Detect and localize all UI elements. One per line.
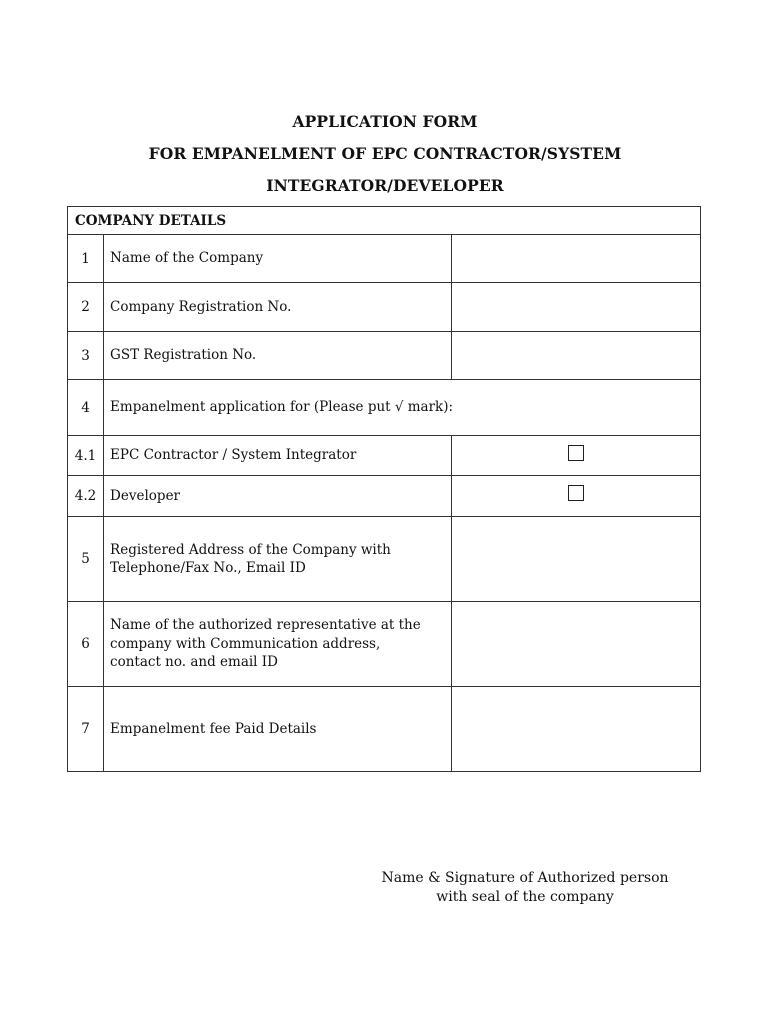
option-label-epc-contractor: EPC Contractor / System Integrator [104,436,452,476]
row-number: 4.2 [68,476,104,517]
company-details-table [67,206,701,772]
registered-address-field[interactable] [451,517,700,602]
row-number: 2 [68,283,104,332]
company-name-field[interactable] [451,235,700,283]
section-header-row [68,207,701,235]
field-label-gst-no: GST Registration No. [104,332,452,380]
table-row [68,517,701,602]
epc-contractor-checkbox[interactable] [568,445,584,461]
form-title-line-3: INTEGRATOR/DEVELOPER [266,176,504,195]
authorized-representative-field[interactable] [451,602,700,687]
gst-no-field[interactable] [451,332,700,380]
row-number: 3 [68,332,104,380]
label-line: Telephone/Fax No., Email ID [110,560,306,576]
label-line: Name of the authorized representative at the [110,617,421,634]
field-label-fee-details: Empanelment fee Paid Details [104,687,452,772]
table-row [68,687,701,772]
field-label-registration-no: Company Registration No. [104,283,452,332]
registration-no-field[interactable] [451,283,700,332]
table-row [68,380,701,436]
signature-caption-line-2: with seal of the company [436,889,614,905]
form-title [0,108,770,204]
table-row [68,235,701,283]
field-label-registered-address [104,517,452,602]
checkbox-cell [451,476,700,517]
fee-details-field[interactable] [451,687,700,772]
table-row [68,283,701,332]
form-title-line-1: APPLICATION FORM [292,112,478,131]
option-label-developer: Developer [104,476,452,517]
label-line: Registered Address of the Company with [110,541,391,558]
checkbox-cell [451,436,700,476]
developer-checkbox[interactable] [568,485,584,501]
field-label-company-name: Name of the Company [104,235,452,283]
row-number: 1 [68,235,104,283]
section-title: COMPANY DETAILS [68,207,701,235]
row-number: 5 [68,517,104,602]
row-number: 7 [68,687,104,772]
label-line: company with Communication address, [110,635,381,652]
row-number: 6 [68,602,104,687]
table-row [68,476,701,517]
field-label-empanelment-type: Empanelment application for (Please put √ mark): [104,380,701,436]
form-title-line-2: FOR EMPANELMENT OF EPC CONTRACTOR/SYSTEM [148,144,622,163]
row-number: 4 [68,380,104,436]
row-number: 4.1 [68,436,104,476]
label-line: contact no. and email ID [110,654,278,671]
table-row [68,602,701,687]
field-label-authorized-representative [104,602,452,687]
signature-block [340,869,710,907]
table-row [68,436,701,476]
signature-caption-line-1: Name & Signature of Authorized person [381,870,669,886]
table-row [68,332,701,380]
